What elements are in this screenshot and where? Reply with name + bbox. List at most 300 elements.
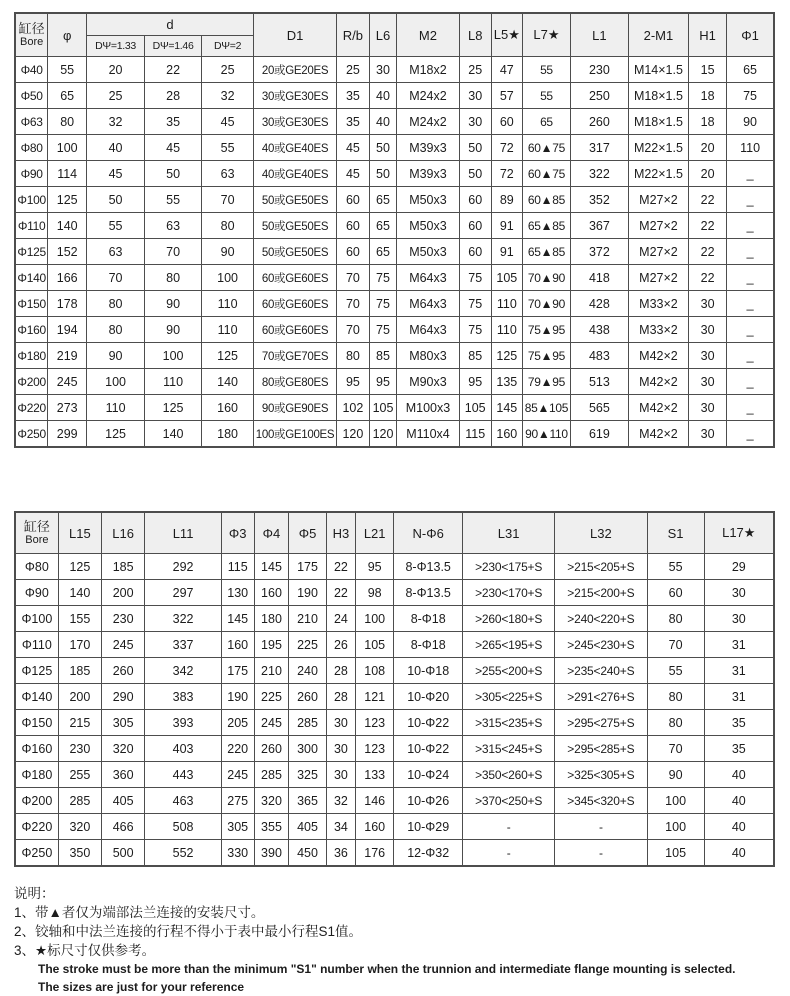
cell: 22 [326, 580, 356, 606]
cell: 70或GE70ES [253, 343, 336, 369]
cell: 245 [48, 369, 87, 395]
cell: 22 [689, 265, 727, 291]
cell: 60 [337, 187, 370, 213]
cell: 60 [459, 239, 491, 265]
cell: 320 [102, 736, 145, 762]
cell: Φ200 [15, 788, 58, 814]
col-header-l21: L21 [356, 512, 394, 554]
cell: M42×2 [628, 369, 688, 395]
cell: 80 [87, 317, 145, 343]
table-row [15, 762, 774, 788]
cell: 90或GE90ES [253, 395, 336, 421]
cell: 70 [145, 239, 202, 265]
table-row [15, 840, 774, 867]
cell: 40 [704, 840, 774, 867]
cell: 105 [647, 840, 704, 867]
cell: 114 [48, 161, 87, 187]
cell: M27×2 [628, 213, 688, 239]
table-row [15, 343, 774, 369]
cell: >240<220+S [555, 606, 648, 632]
cell: 80 [48, 109, 87, 135]
cell: M27×2 [628, 187, 688, 213]
cell: M33×2 [628, 317, 688, 343]
cell: 105 [459, 395, 491, 421]
cell: Φ200 [15, 369, 48, 395]
cell: 320 [58, 814, 101, 840]
cell: 367 [570, 213, 628, 239]
cell: 292 [145, 554, 222, 580]
col-header-phi4: Φ4 [254, 512, 289, 554]
cell: 130 [221, 580, 254, 606]
cell: 200 [58, 684, 101, 710]
cell: 115 [221, 554, 254, 580]
col-header-phi1: Φ1 [727, 13, 774, 57]
cell: 34 [326, 814, 356, 840]
cell: 75 [369, 291, 396, 317]
cell: Φ160 [15, 736, 58, 762]
cell: M22×1.5 [628, 161, 688, 187]
cell: 30 [689, 421, 727, 448]
cell: 160 [491, 421, 522, 448]
cell: 305 [102, 710, 145, 736]
cell: 30 [326, 710, 356, 736]
cell: 102 [337, 395, 370, 421]
cell: >230<170+S [463, 580, 555, 606]
cell: 20 [689, 161, 727, 187]
cell: 30 [689, 291, 727, 317]
cell: 180 [254, 606, 289, 632]
cell: 55 [647, 658, 704, 684]
cell: 18 [689, 83, 727, 109]
cell: 36 [326, 840, 356, 867]
cell: 80 [202, 213, 254, 239]
cell: >260<180+S [463, 606, 555, 632]
cell: 160 [254, 580, 289, 606]
col-header-rb: R/b [337, 13, 370, 57]
cell: 299 [48, 421, 87, 448]
cell: 45 [337, 135, 370, 161]
cell: 110 [145, 369, 202, 395]
cell: M18×1.5 [628, 83, 688, 109]
cell: 108 [356, 658, 394, 684]
cell: 60或GE60ES [253, 291, 336, 317]
cell: 230 [102, 606, 145, 632]
cell: >315<235+S [463, 710, 555, 736]
cell: 65 [727, 57, 774, 83]
cell: 372 [570, 239, 628, 265]
cell: 135 [491, 369, 522, 395]
cell: 245 [102, 632, 145, 658]
cell: _ [727, 421, 774, 448]
cell: 194 [48, 317, 87, 343]
cell: 325 [289, 762, 326, 788]
col-header-phi: φ [48, 13, 87, 57]
cell: 55 [647, 554, 704, 580]
cell: 105 [356, 632, 394, 658]
cell: 10-Φ26 [394, 788, 463, 814]
cell: >370<250+S [463, 788, 555, 814]
cell: 255 [58, 762, 101, 788]
cell: 85 [459, 343, 491, 369]
cell: 45 [202, 109, 254, 135]
cell: 80 [145, 265, 202, 291]
cell: 57 [491, 83, 522, 109]
cell: 60▲75 [522, 135, 570, 161]
cell: 60 [337, 239, 370, 265]
cell: Φ80 [15, 135, 48, 161]
cell: 403 [145, 736, 222, 762]
col-header-l6: L6 [369, 13, 396, 57]
cell: M24x2 [397, 109, 459, 135]
cell: Φ80 [15, 554, 58, 580]
dimension-table-1 [14, 12, 775, 448]
table-row [15, 554, 774, 580]
cell: 300 [289, 736, 326, 762]
cell: 72 [491, 161, 522, 187]
cell: 160 [221, 632, 254, 658]
col-header-d1: D1 [253, 13, 336, 57]
cell: 90 [87, 343, 145, 369]
cell: Φ100 [15, 187, 48, 213]
cell: M27×2 [628, 239, 688, 265]
cell: 32 [326, 788, 356, 814]
cell: 63 [145, 213, 202, 239]
cell: 26 [326, 632, 356, 658]
cell: 133 [356, 762, 394, 788]
cell: 105 [491, 265, 522, 291]
table-row [15, 710, 774, 736]
cell: 80 [87, 291, 145, 317]
cell: 317 [570, 135, 628, 161]
cell: 30 [689, 343, 727, 369]
cell: 110 [491, 291, 522, 317]
table-row [15, 736, 774, 762]
cell: 50 [145, 161, 202, 187]
cell: 89 [491, 187, 522, 213]
cell: 105 [369, 395, 396, 421]
cell: 75 [459, 291, 491, 317]
cell: 30 [326, 762, 356, 788]
cell: 22 [689, 239, 727, 265]
cell: 110 [202, 317, 254, 343]
cell: 185 [58, 658, 101, 684]
cell: 355 [254, 814, 289, 840]
cell: 140 [202, 369, 254, 395]
col-header-bore [15, 512, 58, 554]
cell: 260 [102, 658, 145, 684]
cell: 215 [58, 710, 101, 736]
cell: >291<276+S [555, 684, 648, 710]
bore-label-cn: 缸径 [23, 519, 50, 534]
cell: 123 [356, 710, 394, 736]
col-header-bore [15, 13, 48, 57]
table-row [15, 291, 774, 317]
cell: 20 [87, 57, 145, 83]
cell: Φ160 [15, 317, 48, 343]
cell: _ [727, 213, 774, 239]
cell: 70 [337, 291, 370, 317]
cell: 100 [356, 606, 394, 632]
cell: Φ125 [15, 239, 48, 265]
cell: 418 [570, 265, 628, 291]
cell: 140 [58, 580, 101, 606]
cell: M50x3 [397, 213, 459, 239]
cell: 70 [202, 187, 254, 213]
cell: 90 [145, 317, 202, 343]
col-header-d-psi-146: DΨ=1.46 [145, 36, 202, 57]
cell: - [555, 840, 648, 867]
col-header-l11: L11 [145, 512, 222, 554]
col-header-l15: L15 [58, 512, 101, 554]
table-row [15, 239, 774, 265]
cell: 75 [369, 265, 396, 291]
cell: 365 [289, 788, 326, 814]
cell: 45 [87, 161, 145, 187]
cell: 70 [337, 317, 370, 343]
cell: 40 [369, 83, 396, 109]
cell: _ [727, 265, 774, 291]
cell: 285 [289, 710, 326, 736]
cell: _ [727, 343, 774, 369]
cell: 330 [221, 840, 254, 867]
cell: 100或GE100ES [253, 421, 336, 448]
cell: M80x3 [397, 343, 459, 369]
cell: 450 [289, 840, 326, 867]
cell: M27×2 [628, 265, 688, 291]
cell: M24x2 [397, 83, 459, 109]
cell: 273 [48, 395, 87, 421]
cell: 30 [689, 395, 727, 421]
cell: 176 [356, 840, 394, 867]
cell: >255<200+S [463, 658, 555, 684]
cell: _ [727, 317, 774, 343]
cell: Φ180 [15, 762, 58, 788]
cell: 10-Φ22 [394, 710, 463, 736]
cell: 219 [48, 343, 87, 369]
cell: 80 [647, 606, 704, 632]
cell: Φ90 [15, 580, 58, 606]
cell: 125 [202, 343, 254, 369]
cell: Φ110 [15, 632, 58, 658]
cell: 95 [337, 369, 370, 395]
cell: 145 [254, 554, 289, 580]
cell: 120 [337, 421, 370, 448]
cell: 30 [369, 57, 396, 83]
cell: 32 [87, 109, 145, 135]
cell: 275 [221, 788, 254, 814]
cell: 146 [356, 788, 394, 814]
cell: 50 [459, 135, 491, 161]
cell: 30 [689, 317, 727, 343]
cell: 25 [87, 83, 145, 109]
cell: 18 [689, 109, 727, 135]
cell: 123 [356, 736, 394, 762]
cell: 91 [491, 213, 522, 239]
cell: 50或GE50ES [253, 239, 336, 265]
cell: Φ110 [15, 213, 48, 239]
cell: 65 [369, 239, 396, 265]
cell: - [463, 814, 555, 840]
cell: 65 [369, 187, 396, 213]
cell: 60▲75 [522, 161, 570, 187]
cell: M50x3 [397, 187, 459, 213]
cell: >295<275+S [555, 710, 648, 736]
cell: 79▲95 [522, 369, 570, 395]
cell: 8-Φ18 [394, 632, 463, 658]
cell: 40 [87, 135, 145, 161]
cell: 322 [570, 161, 628, 187]
cell: 100 [647, 814, 704, 840]
cell: 65 [369, 213, 396, 239]
cell: 125 [87, 421, 145, 448]
cell: 30 [326, 736, 356, 762]
cell: 65▲85 [522, 239, 570, 265]
cell: M50x3 [397, 239, 459, 265]
cell: 297 [145, 580, 222, 606]
cell: _ [727, 239, 774, 265]
cell: M64x3 [397, 317, 459, 343]
cell: 35 [704, 736, 774, 762]
note-item-3: 3、★标尺寸仅供参考。 [14, 943, 156, 958]
cell: 25 [459, 57, 491, 83]
cell: 250 [570, 83, 628, 109]
cell: M42×2 [628, 343, 688, 369]
cell: 20 [689, 135, 727, 161]
cell: Φ140 [15, 265, 48, 291]
cell: 35 [704, 710, 774, 736]
cell: 140 [145, 421, 202, 448]
cell: M64x3 [397, 291, 459, 317]
cell: Φ100 [15, 606, 58, 632]
cell: 145 [491, 395, 522, 421]
cell: 80 [647, 710, 704, 736]
cell: 28 [326, 684, 356, 710]
cell: 75▲95 [522, 317, 570, 343]
cell: Φ50 [15, 83, 48, 109]
cell: 565 [570, 395, 628, 421]
cell: 75 [369, 317, 396, 343]
cell: 100 [145, 343, 202, 369]
col-header-l7: L7★ [522, 13, 570, 57]
cell: 230 [570, 57, 628, 83]
cell: 225 [254, 684, 289, 710]
cell: 220 [221, 736, 254, 762]
cell: 178 [48, 291, 87, 317]
cell: 63 [87, 239, 145, 265]
cell: 30 [689, 369, 727, 395]
cell: >350<260+S [463, 762, 555, 788]
cell: 28 [326, 658, 356, 684]
table-row [15, 317, 774, 343]
cell: 145 [221, 606, 254, 632]
table-row [15, 213, 774, 239]
cell: 30 [704, 606, 774, 632]
cell: 405 [102, 788, 145, 814]
cell: 30或GE30ES [253, 109, 336, 135]
cell: 90▲110 [522, 421, 570, 448]
cell: 342 [145, 658, 222, 684]
cell: 125 [58, 554, 101, 580]
cell: 166 [48, 265, 87, 291]
cell: M64x3 [397, 265, 459, 291]
cell: 463 [145, 788, 222, 814]
col-header-l31: L31 [463, 512, 555, 554]
cell: 115 [459, 421, 491, 448]
col-header-l8: L8 [459, 13, 491, 57]
cell: 32 [202, 83, 254, 109]
cell: 50 [87, 187, 145, 213]
table-row [15, 606, 774, 632]
cell: 120 [369, 421, 396, 448]
cell: 70 [337, 265, 370, 291]
table-row [15, 109, 774, 135]
cell: 175 [221, 658, 254, 684]
cell: - [555, 814, 648, 840]
cell: 65 [48, 83, 87, 109]
cell: 90 [647, 762, 704, 788]
cell: 160 [356, 814, 394, 840]
cell: 35 [337, 109, 370, 135]
col-header-d-psi-133: DΨ=1.33 [87, 36, 145, 57]
cell: 552 [145, 840, 222, 867]
cell: 225 [289, 632, 326, 658]
cell: 170 [58, 632, 101, 658]
cell: 125 [145, 395, 202, 421]
table-row [15, 814, 774, 840]
cell: 40 [369, 109, 396, 135]
cell: 285 [254, 762, 289, 788]
cell: 60 [491, 109, 522, 135]
cell: M39x3 [397, 161, 459, 187]
cell: 10-Φ18 [394, 658, 463, 684]
cell: 8-Φ18 [394, 606, 463, 632]
cell: Φ220 [15, 814, 58, 840]
cell: 55 [145, 187, 202, 213]
cell: 240 [289, 658, 326, 684]
cell: >215<205+S [555, 554, 648, 580]
cell: M18x2 [397, 57, 459, 83]
col-header-n-phi6: N-Φ6 [394, 512, 463, 554]
cell: 619 [570, 421, 628, 448]
cell: 22 [689, 187, 727, 213]
cell: 55 [522, 57, 570, 83]
cell: 322 [145, 606, 222, 632]
note-english-1: The stroke must be more than the minimum "S1" number when the trunnion and intermediate flange mounting is selected. [38, 962, 736, 976]
table-row [15, 580, 774, 606]
bore-label-en: Bore [25, 534, 49, 546]
cell: 360 [102, 762, 145, 788]
cell: 10-Φ22 [394, 736, 463, 762]
cell: 508 [145, 814, 222, 840]
cell: 90 [727, 109, 774, 135]
cell: 110 [491, 317, 522, 343]
cell: 50 [459, 161, 491, 187]
cell: 483 [570, 343, 628, 369]
cell: 55 [48, 57, 87, 83]
cell: 30 [459, 109, 491, 135]
cell: 90 [202, 239, 254, 265]
col-header-d-psi-2: DΨ=2 [202, 36, 254, 57]
cell: 125 [48, 187, 87, 213]
cell: 190 [289, 580, 326, 606]
cell: 50或GE50ES [253, 213, 336, 239]
cell: 20或GE20ES [253, 57, 336, 83]
cell: Φ150 [15, 291, 48, 317]
cell: 31 [704, 684, 774, 710]
cell: >345<320+S [555, 788, 648, 814]
cell: 390 [254, 840, 289, 867]
bore-label-cn: 缸径 [18, 21, 45, 36]
